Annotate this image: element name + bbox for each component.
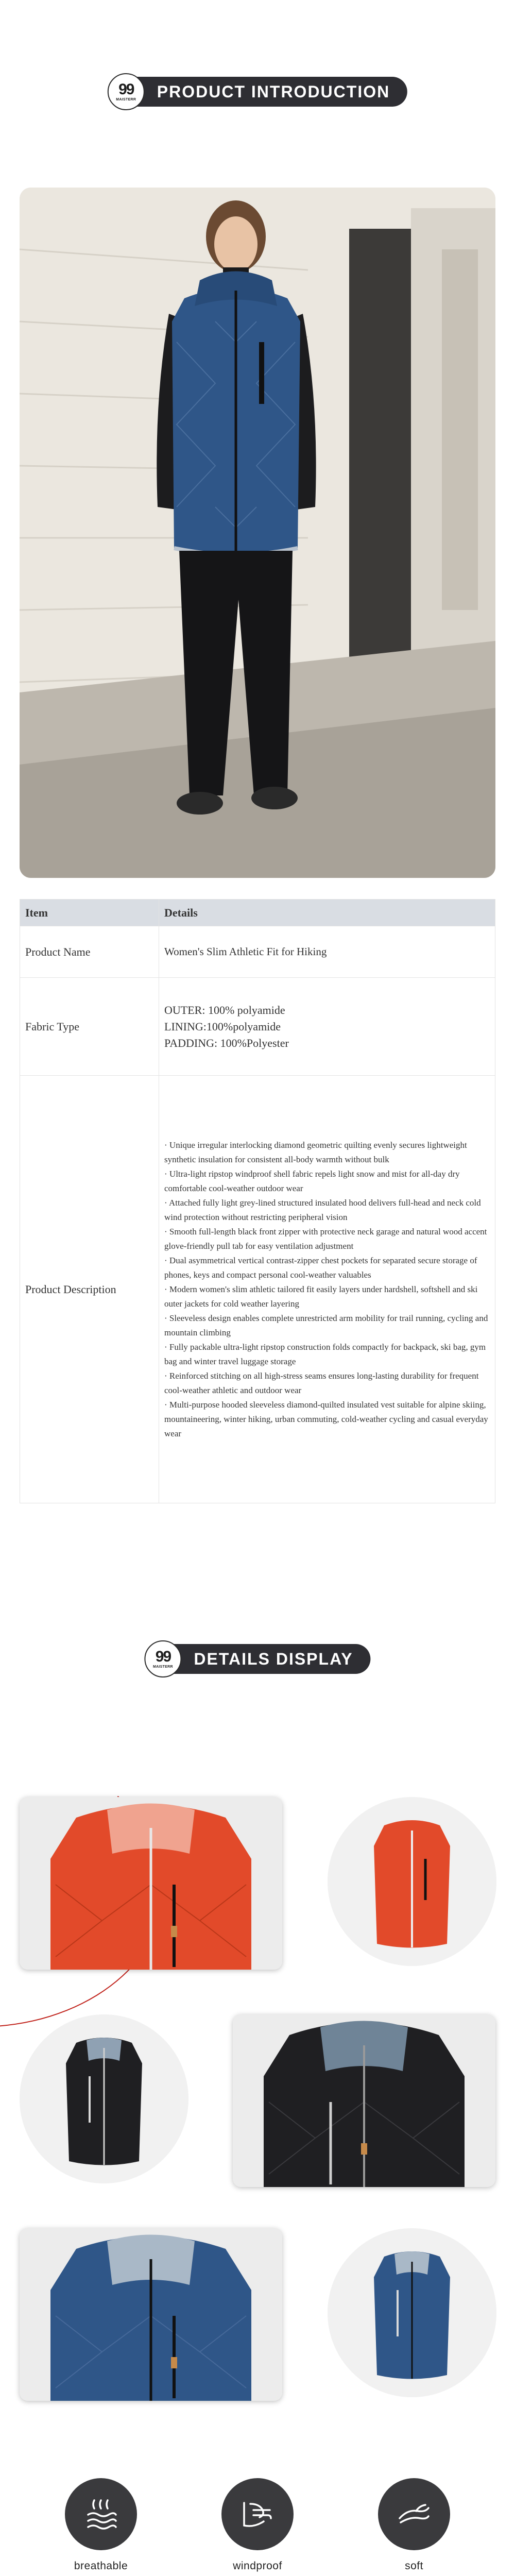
hero-model-photo [20,188,495,878]
blue-vest-circle [328,2228,496,2397]
brand-logo: 99 MAISTERR [144,1640,181,1677]
list-item: · Ultra-light ripstop windproof shell fabric repels light snow and mist for all-day dry comfortable cool-weather outdoor wear [164,1168,460,1193]
list-item: · Fully packable ultra-light ripstop construction folds compactly for backpack, ski bag, gym bag and winter travel luggage storage [164,1342,486,1366]
details-title-text: DETAILS DISPLAY [167,1644,370,1674]
intro-section-title [108,73,407,110]
list-item: · Sleeveless design enables complete unrestricted arm mobility for trail running, cycling and mountain climbing [164,1313,488,1337]
soft-feather-icon [378,2478,450,2550]
orange-vest-closeup [20,1797,282,1970]
table-header-row [20,900,495,926]
fabric-padding: PADDING: 100%Polyester [164,1036,289,1049]
feature-label: breathable [74,2560,128,2572]
feature-windproof [206,2478,309,2572]
black-vest-circle [20,2014,188,2183]
product-name-value: Women's Slim Athletic Fit for Hiking [159,926,495,978]
breathable-icon [65,2478,137,2550]
description-value [159,1076,495,1503]
description-list [164,1128,490,1451]
list-item: · Modern women's slim athletic tailored fit easily layers under hardshell, softshell and ski outer jackets for cold weather layering [164,1284,478,1309]
product-name-label: Product Name [20,926,159,978]
intro-title-text: PRODUCT INTRODUCTION [130,77,407,107]
fabric-type-value [159,978,495,1076]
brand-logo: 99 MAISTERR [108,73,145,110]
details-section-title [144,1640,370,1677]
blue-vest-closeup [20,2228,282,2401]
header-details: Details [159,900,495,926]
orange-vest-circle [328,1797,496,1966]
table-row [20,926,495,978]
product-spec-table [20,899,495,1503]
fabric-type-label: Fabric Type [20,978,159,1076]
list-item: · Attached fully light grey-lined structured insulated hood delivers full-head and neck cold wind protection without restricting peripheral vision [164,1197,481,1222]
table-row [20,1076,495,1503]
black-vest-closeup [233,2014,495,2187]
fabric-outer: OUTER: 100% polyamide [164,1003,285,1016]
header-item: Item [20,900,159,926]
list-item: · Multi-purpose hooded sleeveless diamond-quilted insulated vest suitable for alpine skiing, mountaineering, winter hiking, urban commuting, cold-weather cycling and casual everyday wear [164,1399,488,1438]
list-item: · Reinforced stitching on all high-stress seams ensures long-lasting durability for frequent cool-weather athletic and outdoor wear [164,1370,479,1395]
table-row [20,978,495,1076]
list-item: · Dual asymmetrical vertical contrast-zipper chest pockets for separated secure storage of phones, keys and compact personal cool-weather valuables [164,1255,477,1280]
feature-breathable [49,2478,152,2572]
list-item: · Smooth full-length black front zipper with protective neck garage and natural wood accent glove-friendly pull tab for easy ventilation adjustment [164,1226,487,1251]
feature-soft [363,2478,466,2572]
list-item: · Unique irregular interlocking diamond geometric quilting evenly secures lightweight synthetic insulation for consistent all-body warmth without bulk [164,1140,467,1164]
feature-label: soft [405,2560,423,2572]
windproof-icon [221,2478,294,2550]
fabric-lining: LINING:100%polyamide [164,1020,281,1033]
feature-label: windproof [233,2560,282,2572]
description-label: Product Description [20,1076,159,1503]
